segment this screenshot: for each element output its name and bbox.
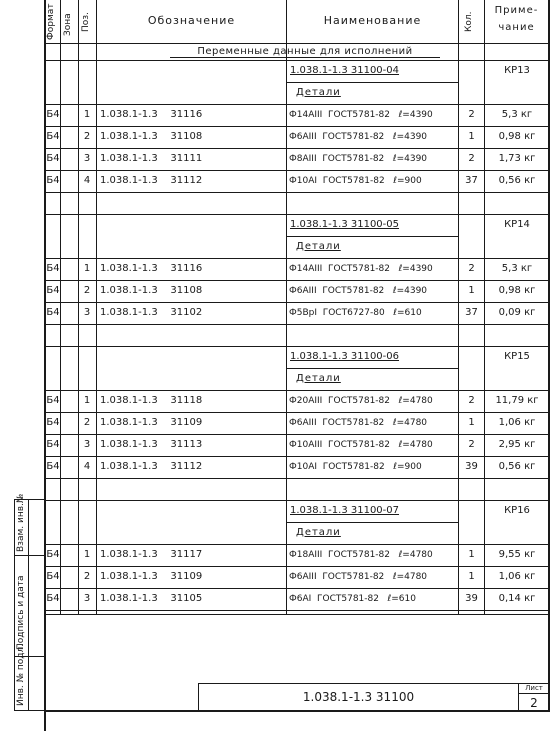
row-name: Ф8AIII ГОСТ5781-82 ℓ=4390 (289, 154, 428, 164)
row-format: Б4 (46, 549, 60, 560)
row-qty: 37 (465, 307, 478, 318)
row-name: Ф14AIII ГОСТ5781-82 ℓ=4390 (289, 264, 433, 274)
row-format: Б4 (46, 307, 60, 318)
document-code: 1.038.1-1.3 31100 (302, 690, 415, 704)
row-format: Б4 (46, 593, 60, 604)
row-designation: 1.038.1-1.3 31102 (100, 307, 203, 318)
row-name: Ф6AI ГОСТ5781-82 ℓ=610 (289, 594, 416, 604)
pos-header: Поз. (81, 12, 91, 32)
row-format: Б4 (46, 417, 60, 428)
row-qty: 2 (468, 395, 475, 406)
row-format: Б4 (46, 109, 60, 120)
group-code: 1.038.1-1.3 31100-05 (290, 219, 400, 230)
row-qty: 1 (468, 417, 475, 428)
row-pos: 2 (83, 131, 91, 142)
group-subtitle: Детали (296, 527, 341, 538)
row-format: Б4 (46, 571, 60, 582)
row-note: 11,79 кг (495, 395, 539, 406)
row-qty: 2 (468, 263, 475, 274)
row-note: 5,3 кг (501, 109, 533, 120)
row-note: 1,06 кг (498, 417, 536, 428)
inv-podl-label: Инв. № подл. (16, 643, 26, 706)
row-note: 2,95 кг (498, 439, 536, 450)
row-name: Ф10AI ГОСТ5781-82 ℓ=900 (289, 462, 422, 472)
row-pos: 4 (83, 175, 91, 186)
row-qty: 1 (468, 571, 475, 582)
row-designation: 1.038.1-1.3 31109 (100, 417, 203, 428)
section-title: Переменные данные для исполнений (170, 46, 440, 58)
row-qty: 37 (465, 175, 478, 186)
row-format: Б4 (46, 285, 60, 296)
row-format: Б4 (46, 461, 60, 472)
row-qty: 1 (468, 549, 475, 560)
row-designation: 1.038.1-1.3 31111 (100, 153, 203, 164)
vzam-inv-label: Взам. инв.№ (16, 493, 26, 552)
sheet-number: 2 (530, 696, 538, 710)
row-note: 9,55 кг (498, 549, 536, 560)
row-pos: 1 (83, 263, 91, 274)
group-note: КР16 (504, 505, 530, 516)
row-designation: 1.038.1-1.3 31118 (100, 395, 203, 406)
row-designation: 1.038.1-1.3 31105 (100, 593, 203, 604)
zone-header: Зона (63, 13, 73, 36)
row-pos: 4 (83, 461, 91, 472)
row-name: Ф18AIII ГОСТ5781-82 ℓ=4780 (289, 550, 433, 560)
row-pos: 2 (83, 571, 91, 582)
row-pos: 1 (83, 109, 91, 120)
row-name: Ф6AIII ГОСТ5781-82 ℓ=4390 (289, 286, 428, 296)
designation-header: Обозначение (147, 14, 236, 27)
row-pos: 3 (83, 593, 91, 604)
row-qty: 39 (465, 461, 478, 472)
row-format: Б4 (46, 131, 60, 142)
row-note: 5,3 кг (501, 263, 533, 274)
row-designation: 1.038.1-1.3 31108 (100, 285, 203, 296)
row-name: Ф6AIII ГОСТ5781-82 ℓ=4390 (289, 132, 428, 142)
row-format: Б4 (46, 395, 60, 406)
row-qty: 1 (468, 131, 475, 142)
row-format: Б4 (46, 263, 60, 274)
row-format: Б4 (46, 153, 60, 164)
group-code: 1.038.1-1.3 31100-07 (290, 505, 400, 516)
row-qty: 2 (468, 439, 475, 450)
row-designation: 1.038.1-1.3 31113 (100, 439, 203, 450)
format-header: Формат (46, 3, 56, 40)
group-note: КР13 (504, 65, 530, 76)
row-designation: 1.038.1-1.3 31112 (100, 175, 203, 186)
row-format: Б4 (46, 175, 60, 186)
row-designation: 1.038.1-1.3 31116 (100, 109, 203, 120)
sheet-label: Лист (525, 684, 543, 692)
group-subtitle: Детали (296, 241, 341, 252)
row-name: Ф10AI ГОСТ5781-82 ℓ=900 (289, 176, 422, 186)
row-note: 0,98 кг (498, 285, 536, 296)
row-designation: 1.038.1-1.3 31108 (100, 131, 203, 142)
row-pos: 2 (83, 417, 91, 428)
row-pos: 3 (83, 153, 91, 164)
row-note: 0,14 кг (498, 593, 536, 604)
row-designation: 1.038.1-1.3 31109 (100, 571, 203, 582)
note-header-line2: чание (498, 22, 535, 33)
row-name: Ф6AIII ГОСТ5781-82 ℓ=4780 (289, 572, 428, 582)
row-name: Ф14AIII ГОСТ5781-82 ℓ=4390 (289, 110, 433, 120)
row-note: 0,98 кг (498, 131, 536, 142)
row-qty: 1 (468, 285, 475, 296)
group-code: 1.038.1-1.3 31100-04 (290, 65, 400, 76)
group-subtitle: Детали (296, 373, 341, 384)
row-qty: 2 (468, 153, 475, 164)
row-designation: 1.038.1-1.3 31116 (100, 263, 203, 274)
row-name: Ф5BpI ГОСТ6727-80 ℓ=610 (289, 308, 422, 318)
row-name: Ф10AIII ГОСТ5781-82 ℓ=4780 (289, 440, 433, 450)
row-designation: 1.038.1-1.3 31117 (100, 549, 203, 560)
row-pos: 1 (83, 549, 91, 560)
group-note: КР15 (504, 351, 530, 362)
row-pos: 3 (83, 307, 91, 318)
group-note: КР14 (504, 219, 530, 230)
row-note: 1,06 кг (498, 571, 536, 582)
row-qty: 39 (465, 593, 478, 604)
row-qty: 2 (468, 109, 475, 120)
row-note: 0,56 кг (498, 175, 536, 186)
row-pos: 3 (83, 439, 91, 450)
row-pos: 1 (83, 395, 91, 406)
row-note: 0,56 кг (498, 461, 536, 472)
row-pos: 2 (83, 285, 91, 296)
signature-date-label: Подпись и дата (16, 575, 26, 650)
row-note: 1,73 кг (498, 153, 536, 164)
note-header-line1: Приме- (494, 5, 539, 16)
name-header: Наименование (323, 14, 422, 27)
row-name: Ф20AIII ГОСТ5781-82 ℓ=4780 (289, 396, 433, 406)
group-subtitle: Детали (296, 87, 341, 98)
row-name: Ф6AIII ГОСТ5781-82 ℓ=4780 (289, 418, 428, 428)
row-designation: 1.038.1-1.3 31112 (100, 461, 203, 472)
group-code: 1.038.1-1.3 31100-06 (290, 351, 400, 362)
qty-header: Кол. (464, 11, 474, 32)
row-note: 0,09 кг (498, 307, 536, 318)
row-format: Б4 (46, 439, 60, 450)
